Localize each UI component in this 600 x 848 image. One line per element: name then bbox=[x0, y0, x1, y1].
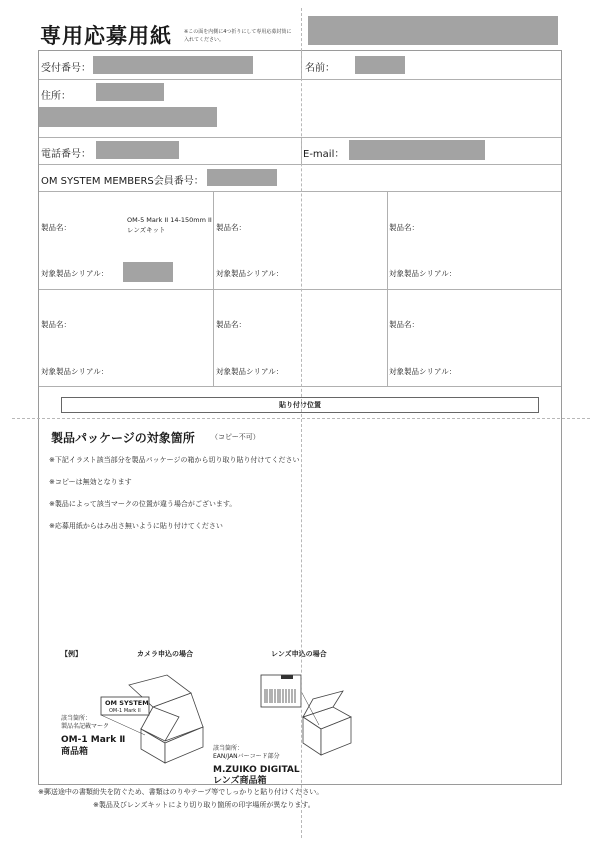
package-section-title: 製品パッケージの対象箇所 bbox=[51, 431, 195, 445]
serial-label-5: 対象製品シリアル： bbox=[216, 367, 284, 376]
paste-note: ※コピーは無効となります bbox=[49, 478, 132, 486]
member-number-label: OM SYSTEM MEMBERS会員番号： bbox=[41, 176, 204, 187]
form-title: 専用応募用紙 bbox=[40, 24, 172, 48]
lens-caption: レンズ申込の場合 bbox=[271, 650, 327, 658]
product-label-1: 製品名： bbox=[41, 223, 71, 232]
email-field[interactable] bbox=[349, 140, 485, 160]
product-label-2: 製品名： bbox=[216, 223, 246, 232]
example-label: 【例】 bbox=[61, 650, 82, 658]
name-field[interactable] bbox=[355, 56, 405, 74]
address-field-line1[interactable] bbox=[96, 83, 164, 101]
product-label-5: 製品名： bbox=[216, 320, 246, 329]
member-number-field[interactable] bbox=[207, 169, 277, 186]
serial-label-4: 対象製品シリアル： bbox=[41, 367, 109, 376]
product-label-6: 製品名： bbox=[389, 320, 419, 329]
camera-package-box: 商品箱 bbox=[61, 747, 89, 757]
lens-annotation-2: EAN/JANバーコード部分 bbox=[213, 753, 280, 760]
paste-note: ※製品によって該当マークの位置が違う場合がございます。 bbox=[49, 500, 237, 508]
lens-package-name: M.ZUIKO DIGITAL bbox=[213, 765, 300, 775]
fold-line-vertical bbox=[301, 8, 302, 838]
serial-label-1: 対象製品シリアル： bbox=[41, 269, 109, 278]
paste-note: ※応募用紙からはみ出さ無いように貼り付けてください bbox=[49, 522, 223, 530]
camera-package-name: OM-1 Mark Ⅱ bbox=[61, 735, 126, 745]
product-label-4: 製品名： bbox=[41, 320, 71, 329]
receipt-number-label: 受付番号： bbox=[41, 63, 91, 74]
serial-field-1[interactable] bbox=[123, 262, 173, 282]
product-label-3: 製品名： bbox=[389, 223, 419, 232]
redacted-header-block bbox=[308, 16, 558, 45]
paste-notes bbox=[49, 455, 300, 543]
email-label: E-mail： bbox=[303, 149, 345, 160]
receipt-number-field[interactable] bbox=[93, 56, 253, 74]
serial-label-3: 対象製品シリアル： bbox=[389, 269, 457, 278]
paste-position-box: 貼り付け位置 bbox=[61, 397, 539, 413]
address-label: 住所： bbox=[41, 91, 71, 102]
mailing-note: ※郵送途中の書類紛失を防ぐため、書類はのりやテープ等でしっかりと貼り付けください。 bbox=[38, 788, 324, 796]
model-mark-text: OM-1 Mark II bbox=[109, 708, 141, 714]
product-value-1: OM-5 Mark II 14-150mm II レンズキット bbox=[127, 216, 212, 234]
folding-note: ※この面を内側に4つ折りにして専用応募封筒に入れてください。 bbox=[184, 29, 292, 43]
phone-label: 電話番号： bbox=[41, 149, 91, 160]
camera-annotation-1: 該当箇所： bbox=[61, 715, 92, 722]
name-label: 名前： bbox=[305, 63, 335, 74]
serial-label-2: 対象製品シリアル： bbox=[216, 269, 284, 278]
lens-box-drawing bbox=[259, 663, 359, 763]
address-field-line2[interactable] bbox=[39, 107, 217, 127]
lens-package-box: レンズ商品箱 bbox=[213, 776, 267, 786]
camera-annotation-2: 製品名記載マーク bbox=[61, 723, 110, 730]
lens-annotation-1: 該当箇所： bbox=[213, 745, 244, 752]
fold-line-horizontal bbox=[12, 418, 590, 419]
package-section-subtitle: （コピー不可） bbox=[211, 433, 260, 441]
brand-mark-text: OM SYSTEM bbox=[105, 699, 149, 707]
camera-caption: カメラ申込の場合 bbox=[137, 650, 193, 658]
illustration-note: ※製品及びレンズキットにより切り取り箇所の印字場所が異なります。 bbox=[93, 801, 315, 809]
paste-note: ※下記イラスト該当部分を製品パッケージの箱から切り取り貼り付けてください bbox=[49, 456, 300, 464]
phone-field[interactable] bbox=[96, 141, 179, 159]
serial-label-6: 対象製品シリアル： bbox=[389, 367, 457, 376]
